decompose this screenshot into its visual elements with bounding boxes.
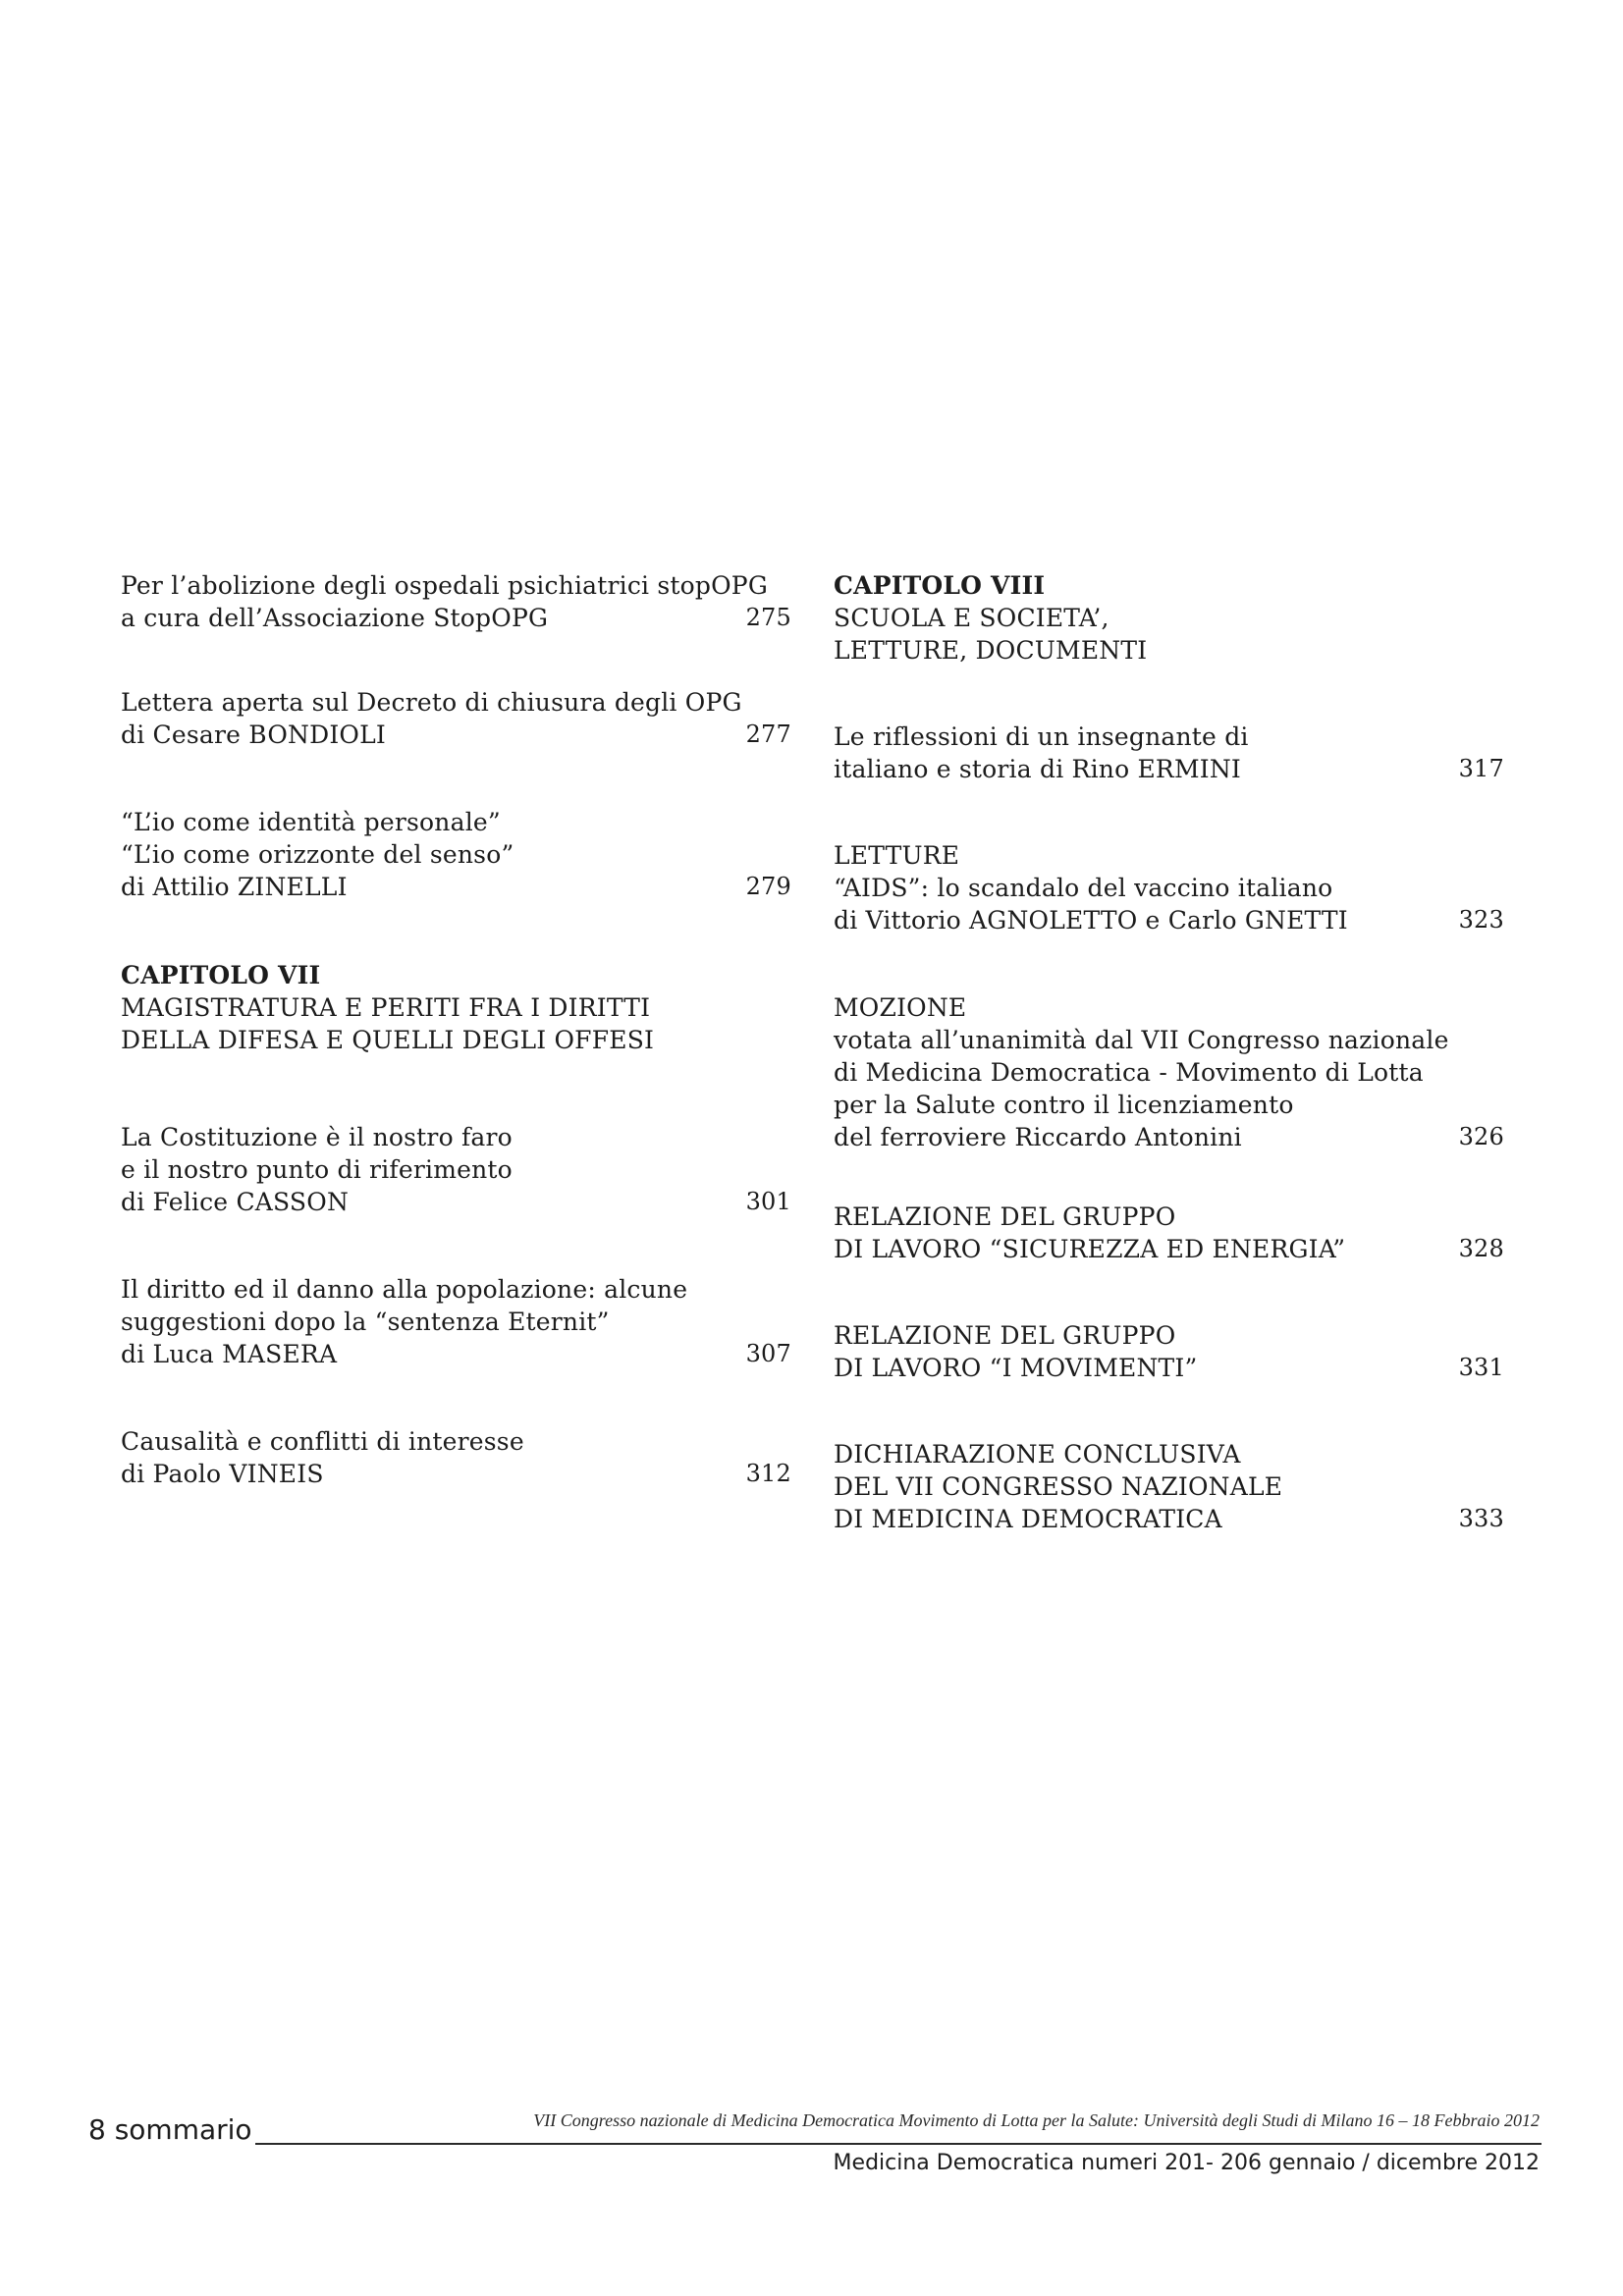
footer-journal-line: Medicina Democratica numeri 201- 206 gennaio / dicembre 2012 — [833, 2151, 1540, 2175]
toc-page-number: 331 — [1458, 1354, 1504, 1381]
toc-entry-line: di Vittorio AGNOLETTO e Carlo GNETTI — [834, 906, 1348, 934]
toc-entry — [121, 1425, 791, 1490]
toc-page-number: 312 — [745, 1460, 791, 1487]
toc-entry-line: di Luca MASERA — [121, 1340, 338, 1368]
toc-right-column — [834, 569, 1504, 1535]
toc-entry-line: DELLA DIFESA E QUELLI DEGLI OFFESI — [121, 1026, 655, 1054]
toc-entry-line: suggestioni dopo la “sentenza Eternit” — [121, 1308, 610, 1336]
toc-entry-line: Le riflessioni di un insegnante di — [834, 722, 1249, 751]
footer-rule — [255, 2143, 1542, 2145]
toc-entry-line: di Medicina Democratica - Movimento di Lotta — [834, 1058, 1424, 1087]
toc-page-number: 275 — [745, 604, 791, 631]
footer-conference-line: VII Congresso nazionale di Medicina Democratica Movimento di Lotta per la Salute: Università degli Studi di Milano 16 – 18 Febbraio 2012 — [533, 2110, 1540, 2130]
toc-entry-line: di Felice CASSON — [121, 1188, 350, 1216]
chapter-title: CAPITOLO VII — [121, 961, 321, 989]
toc-entry-line: MOZIONE — [834, 993, 967, 1022]
toc-entry-line: DI LAVORO “I MOVIMENTI” — [834, 1354, 1198, 1382]
toc-entry-line: di Paolo VINEIS — [121, 1460, 324, 1488]
toc-entry — [121, 569, 791, 634]
toc-entry-line: di Attilio ZINELLI — [121, 873, 348, 901]
toc-entry-line: Causalità e conflitti di interesse — [121, 1427, 524, 1456]
toc-entry-line: del ferroviere Riccardo Antonini — [834, 1123, 1242, 1151]
toc-entry-line: Il diritto ed il danno alla popolazione: alcune — [121, 1275, 688, 1304]
toc-entry — [121, 1273, 791, 1370]
toc-entry-line: a cura dell’Associazione StopOPG — [121, 604, 549, 632]
toc-page-number: 277 — [745, 721, 791, 748]
toc-entry-line: DI MEDICINA DEMOCRATICA — [834, 1505, 1222, 1533]
toc-entry-line: RELAZIONE DEL GRUPPO — [834, 1202, 1176, 1231]
toc-page-number: 279 — [745, 873, 791, 900]
toc-entry-line: MAGISTRATURA E PERITI FRA I DIRITTI — [121, 993, 651, 1022]
toc-entry — [834, 721, 1504, 785]
toc-chapter-heading — [121, 959, 791, 1056]
toc-entry-line: per la Salute contro il licenziamento — [834, 1091, 1294, 1119]
toc-left-column — [121, 569, 791, 1490]
toc-page-number: 333 — [1458, 1505, 1504, 1532]
toc-entry — [834, 1319, 1504, 1384]
toc-page-number: 317 — [1458, 755, 1504, 782]
toc-page-number: 323 — [1458, 906, 1504, 934]
toc-entry-line: e il nostro punto di riferimento — [121, 1155, 513, 1184]
toc-entry-line: RELAZIONE DEL GRUPPO — [834, 1321, 1176, 1350]
toc-entry-line: di Cesare BONDIOLI — [121, 721, 386, 749]
toc-entry — [834, 839, 1504, 936]
toc-entry-line: Lettera aperta sul Decreto di chiusura degli OPG — [121, 688, 742, 717]
toc-chapter-heading — [834, 569, 1504, 667]
toc-entry — [834, 1438, 1504, 1535]
toc-entry — [834, 991, 1504, 1153]
toc-entry-line: votata all’unanimità dal VII Congresso nazionale — [834, 1026, 1449, 1054]
toc-entry-line: DEL VII CONGRESSO NAZIONALE — [834, 1472, 1283, 1501]
toc-page-number: 326 — [1458, 1123, 1504, 1150]
toc-entry-line: LETTURE — [834, 841, 960, 870]
toc-entry — [121, 806, 791, 903]
toc-entry-line: italiano e storia di Rino ERMINI — [834, 755, 1241, 783]
toc-page-number: 301 — [745, 1188, 791, 1215]
toc-entry-line: LETTURE, DOCUMENTI — [834, 636, 1148, 665]
toc-page-number: 307 — [745, 1340, 791, 1367]
toc-entry-line: Per l’abolizione degli ospedali psichiatrici stopOPG — [121, 571, 768, 600]
chapter-title: CAPITOLO VIII — [834, 571, 1046, 600]
toc-entry-line: DI LAVORO “SICUREZZA ED ENERGIA” — [834, 1235, 1346, 1263]
toc-entry-line: SCUOLA E SOCIETA’, — [834, 604, 1109, 632]
toc-entry — [121, 1121, 791, 1218]
toc-entry — [834, 1201, 1504, 1265]
toc-entry-line: “L’io come identità personale” — [121, 808, 501, 836]
toc-entry-line: “L’io come orizzonte del senso” — [121, 840, 514, 869]
toc-entry-line: La Costituzione è il nostro faro — [121, 1123, 513, 1151]
toc-entry-line: DICHIARAZIONE CONCLUSIVA — [834, 1440, 1241, 1468]
toc-entry — [121, 686, 791, 751]
toc-entry-line: “AIDS”: lo scandalo del vaccino italiano — [834, 874, 1333, 902]
toc-page-number: 328 — [1458, 1235, 1504, 1262]
footer-page-label: 8 sommario — [88, 2113, 252, 2146]
